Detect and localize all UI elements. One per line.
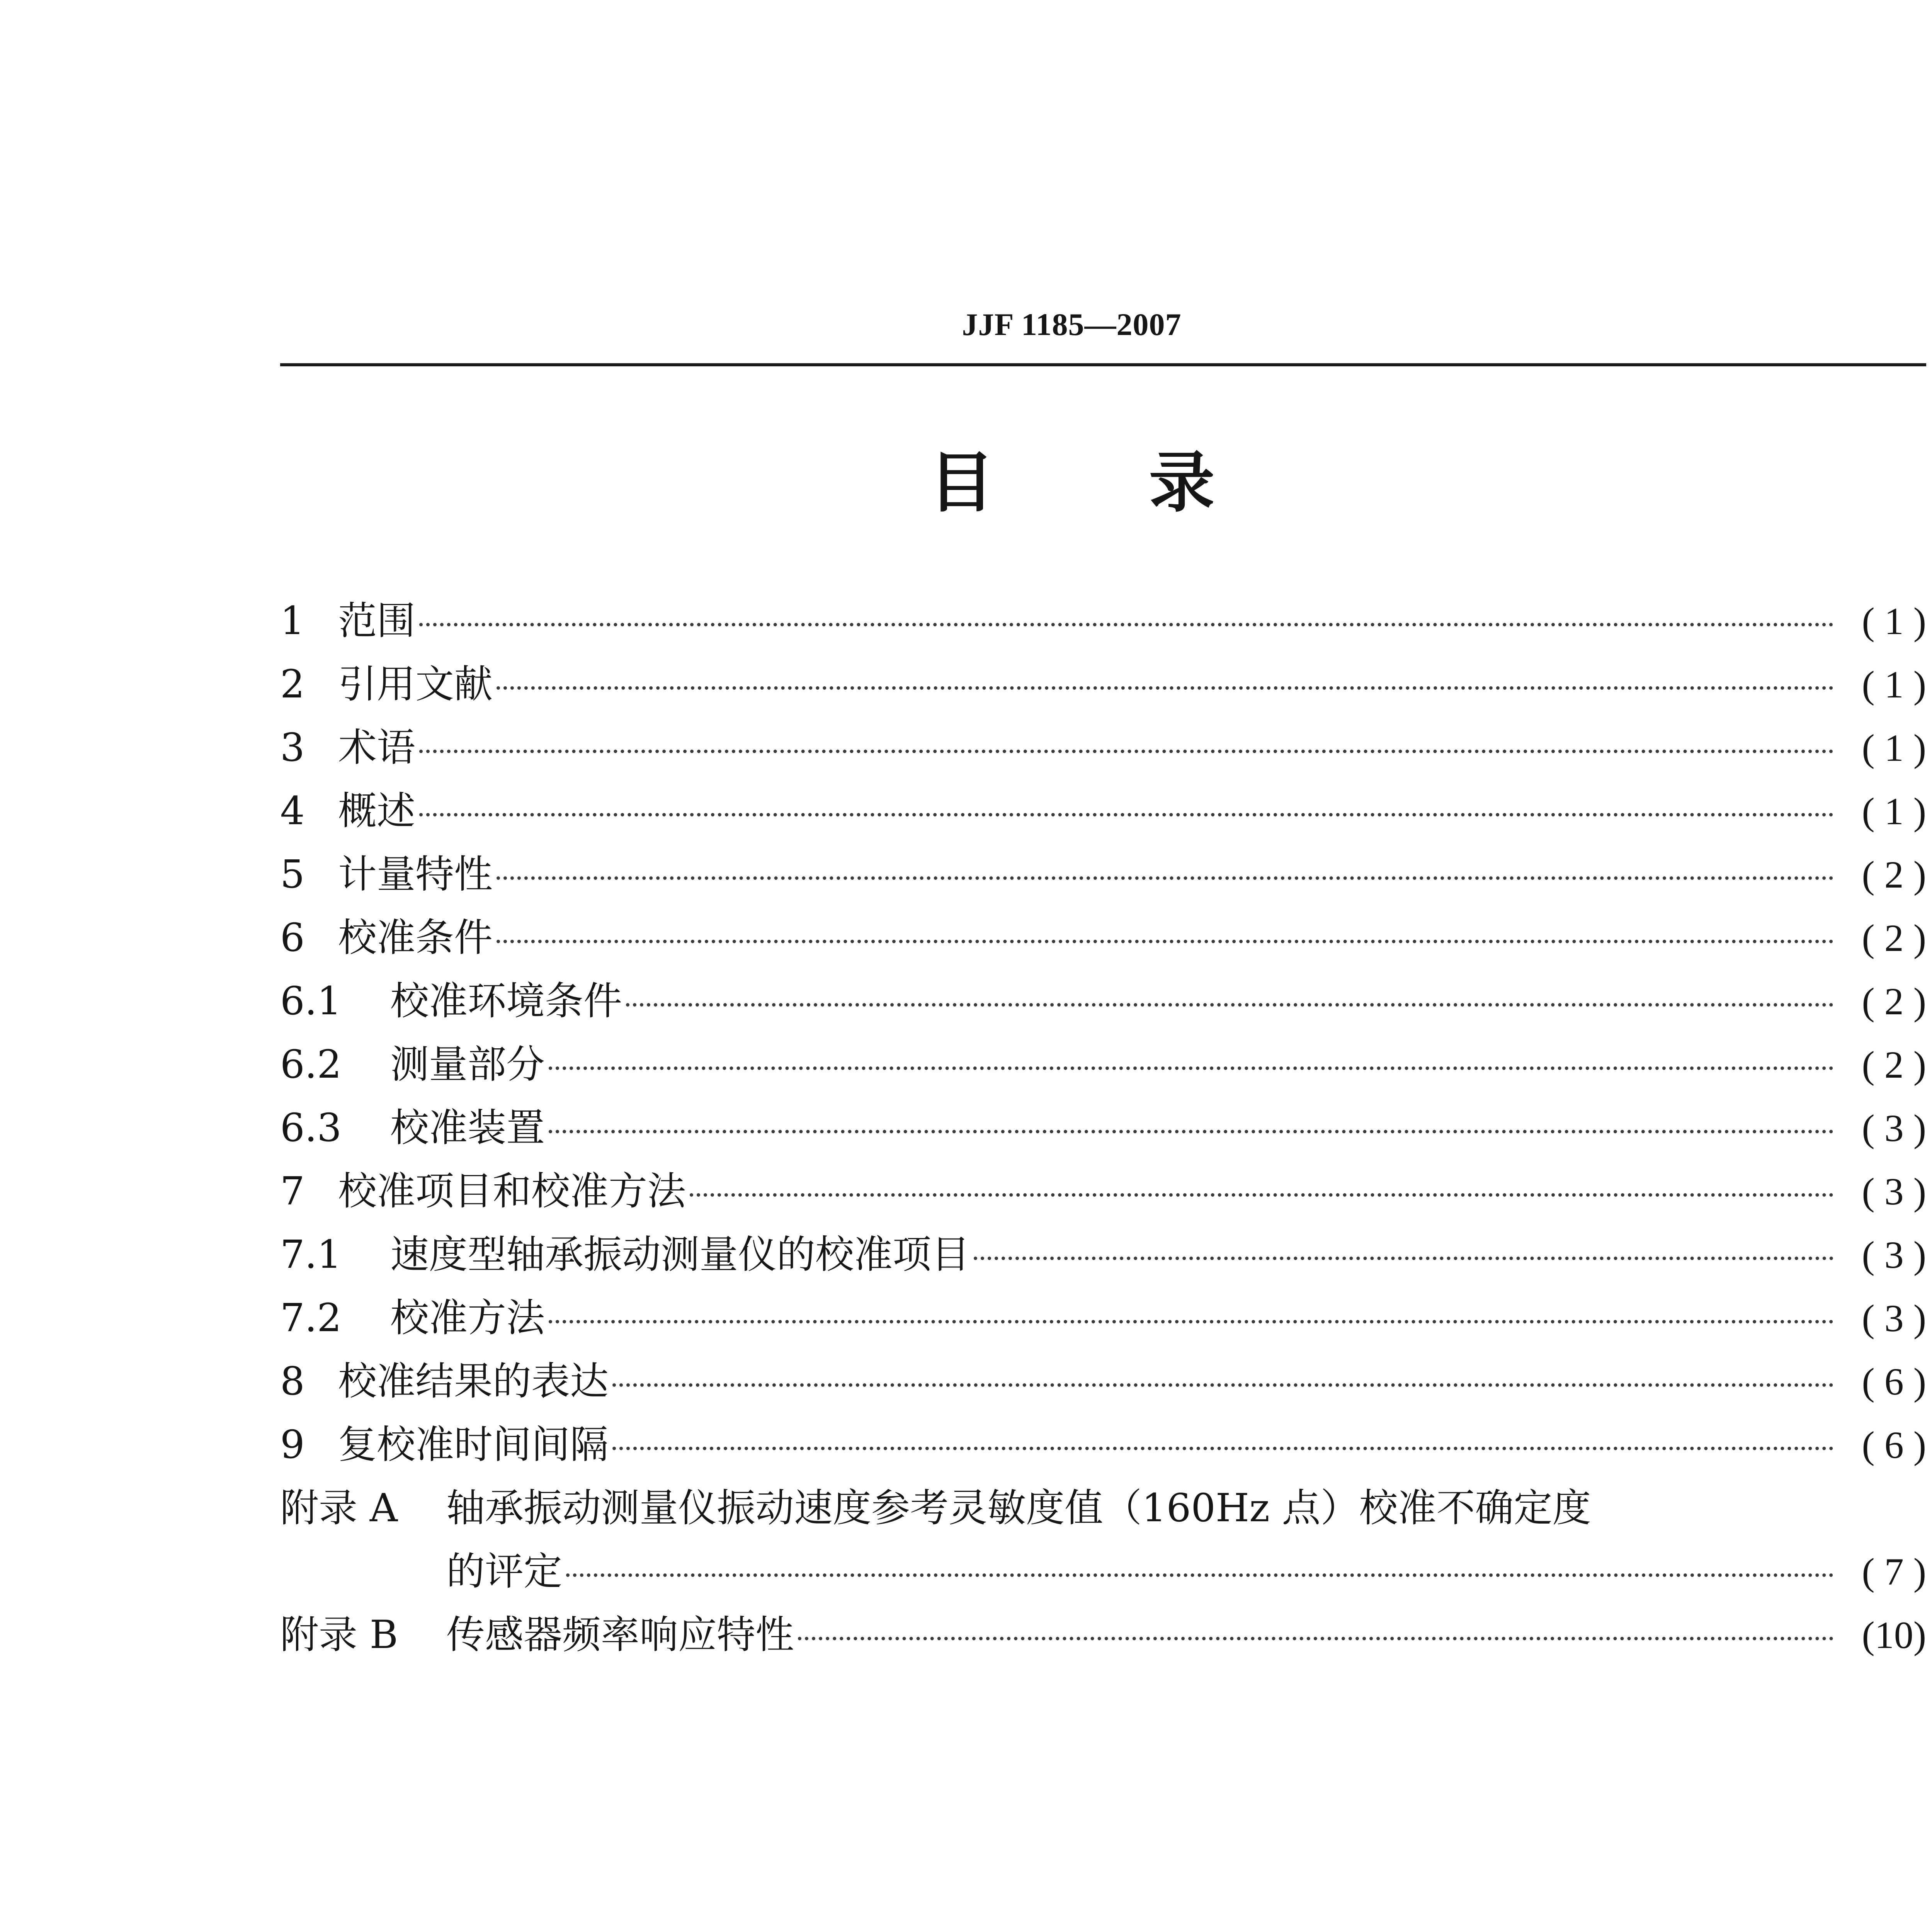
toc-entry-number: 附录 A [280,1485,398,1531]
toc-entry-page: ( 2 ) [1862,853,1926,896]
toc-entry-label: 计量特性 [338,852,493,897]
toc-entry-page: ( 1 ) [1862,790,1926,833]
toc-entry-label: 的评定 [446,1549,562,1594]
toc-entry-label: 校准环境条件 [390,978,622,1024]
toc-entry-page: ( 3 ) [1862,1107,1926,1150]
toc-entry-number: 1 [280,598,305,643]
toc-entry-7-2[interactable] [280,1286,1926,1350]
toc-entry-label: 校准条件 [338,915,493,960]
toc-leader-dots [549,1102,1833,1141]
toc-entry-page: ( 1 ) [1862,726,1926,769]
toc-entry-label: 测量部分 [390,1042,545,1087]
toc-leader-dots [626,976,1833,1014]
toc-entry-label: 复校准时间间隔 [338,1422,609,1467]
toc-entry-page: ( 6 ) [1862,1423,1926,1466]
toc-leader-dots [419,595,1833,634]
toc-leader-dots [612,1419,1833,1458]
toc-leader-dots [419,722,1833,761]
toc-entry-page: ( 2 ) [1862,980,1926,1023]
toc-entry-label: 术语 [338,725,415,770]
toc-entry-label: 概述 [338,788,415,833]
toc-leader-dots [549,1293,1833,1331]
header-rule [280,363,1926,366]
toc-entry-page: ( 1 ) [1862,600,1926,643]
toc-entry-appendix-b[interactable] [280,1603,1926,1667]
toc-entry-7-1[interactable] [280,1223,1926,1286]
toc-entry-label: 速度型轴承振动测量仪的校准项目 [390,1232,970,1277]
toc-entry-2[interactable] [280,653,1926,716]
toc-entry-label: 引用文献 [338,662,493,707]
toc-entry-number: 7.2 [280,1295,342,1340]
toc-entry-number: 6.3 [280,1105,342,1150]
toc-leader-dots [974,1229,1833,1268]
toc-entry-number: 8 [280,1359,305,1404]
toc-entry-8[interactable] [280,1350,1926,1413]
toc-entry-number: 6 [280,915,305,960]
toc-entry-number: 7.1 [280,1232,342,1277]
toc-entry-number: 6.1 [280,978,342,1024]
toc-entry-page: ( 2 ) [1862,917,1926,959]
toc-entry-4[interactable] [280,779,1926,843]
toc-entry-9[interactable] [280,1413,1926,1476]
toc-entry-number: 4 [280,788,305,833]
toc-entry-page: ( 6 ) [1862,1360,1926,1403]
toc-title-char-1: 目 [929,445,995,521]
toc-entry-page: ( 1 ) [1862,663,1926,706]
toc-entry-page: ( 2 ) [1862,1043,1926,1086]
toc-entry-number: 5 [280,852,305,897]
toc-entry-number: 6.2 [280,1042,342,1087]
toc-entry-label: 传感器频率响应特性 [446,1612,794,1657]
toc-entry-6-3[interactable] [280,1096,1926,1160]
toc-entry-6[interactable] [280,906,1926,969]
toc-entry-appendix-a-line-2[interactable] [280,1540,1926,1603]
toc-leader-dots [497,659,1833,697]
toc-leader-dots [798,1609,1833,1648]
toc-leader-dots [497,912,1833,951]
toc-entry-page: ( 3 ) [1862,1170,1926,1213]
toc-entry-label: 校准方法 [390,1295,545,1340]
toc-entry-appendix-a-line-1[interactable] [280,1476,1926,1540]
toc-entry-3[interactable] [280,716,1926,779]
toc-entry-label: 范围 [338,598,415,643]
toc-title-char-2: 录 [1149,445,1215,521]
toc-entry-label: 校准结果的表达 [338,1359,609,1404]
toc-entry-5[interactable] [280,843,1926,906]
toc-entry-7[interactable] [280,1160,1926,1223]
toc-entry-label: 校准项目和校准方法 [338,1168,686,1214]
toc-entry-1[interactable] [280,589,1926,653]
toc-entry-page: ( 3 ) [1862,1297,1926,1340]
toc-entry-page: ( 3 ) [1862,1233,1926,1276]
toc-leader-dots [612,1356,1833,1395]
toc-leader-dots [497,849,1833,888]
standard-code: JJF 1185—2007 [962,307,1182,342]
toc-entry-label: 校准装置 [390,1105,545,1150]
toc-entry-6-2[interactable] [280,1033,1926,1096]
toc-entry-number: 附录 B [280,1612,398,1657]
toc-entry-page: ( 7 ) [1862,1550,1926,1593]
toc-entry-number: 3 [280,725,305,770]
toc-entry-number: 7 [280,1168,305,1214]
toc-title [0,440,1932,526]
toc-entry-number: 2 [280,662,305,707]
toc-entry-label: 轴承振动测量仪振动速度参考灵敏度值（160Hz 点）校准不确定度 [446,1485,1591,1531]
toc-leader-dots [690,1166,1833,1204]
toc-entry-6-1[interactable] [280,969,1926,1033]
toc-entry-number: 9 [280,1422,305,1467]
toc-entry-page: (10) [1862,1614,1926,1656]
table-of-contents [280,589,1926,1667]
toc-leader-dots [549,1039,1833,1078]
toc-leader-dots [419,786,1833,824]
toc-leader-dots [566,1546,1833,1585]
